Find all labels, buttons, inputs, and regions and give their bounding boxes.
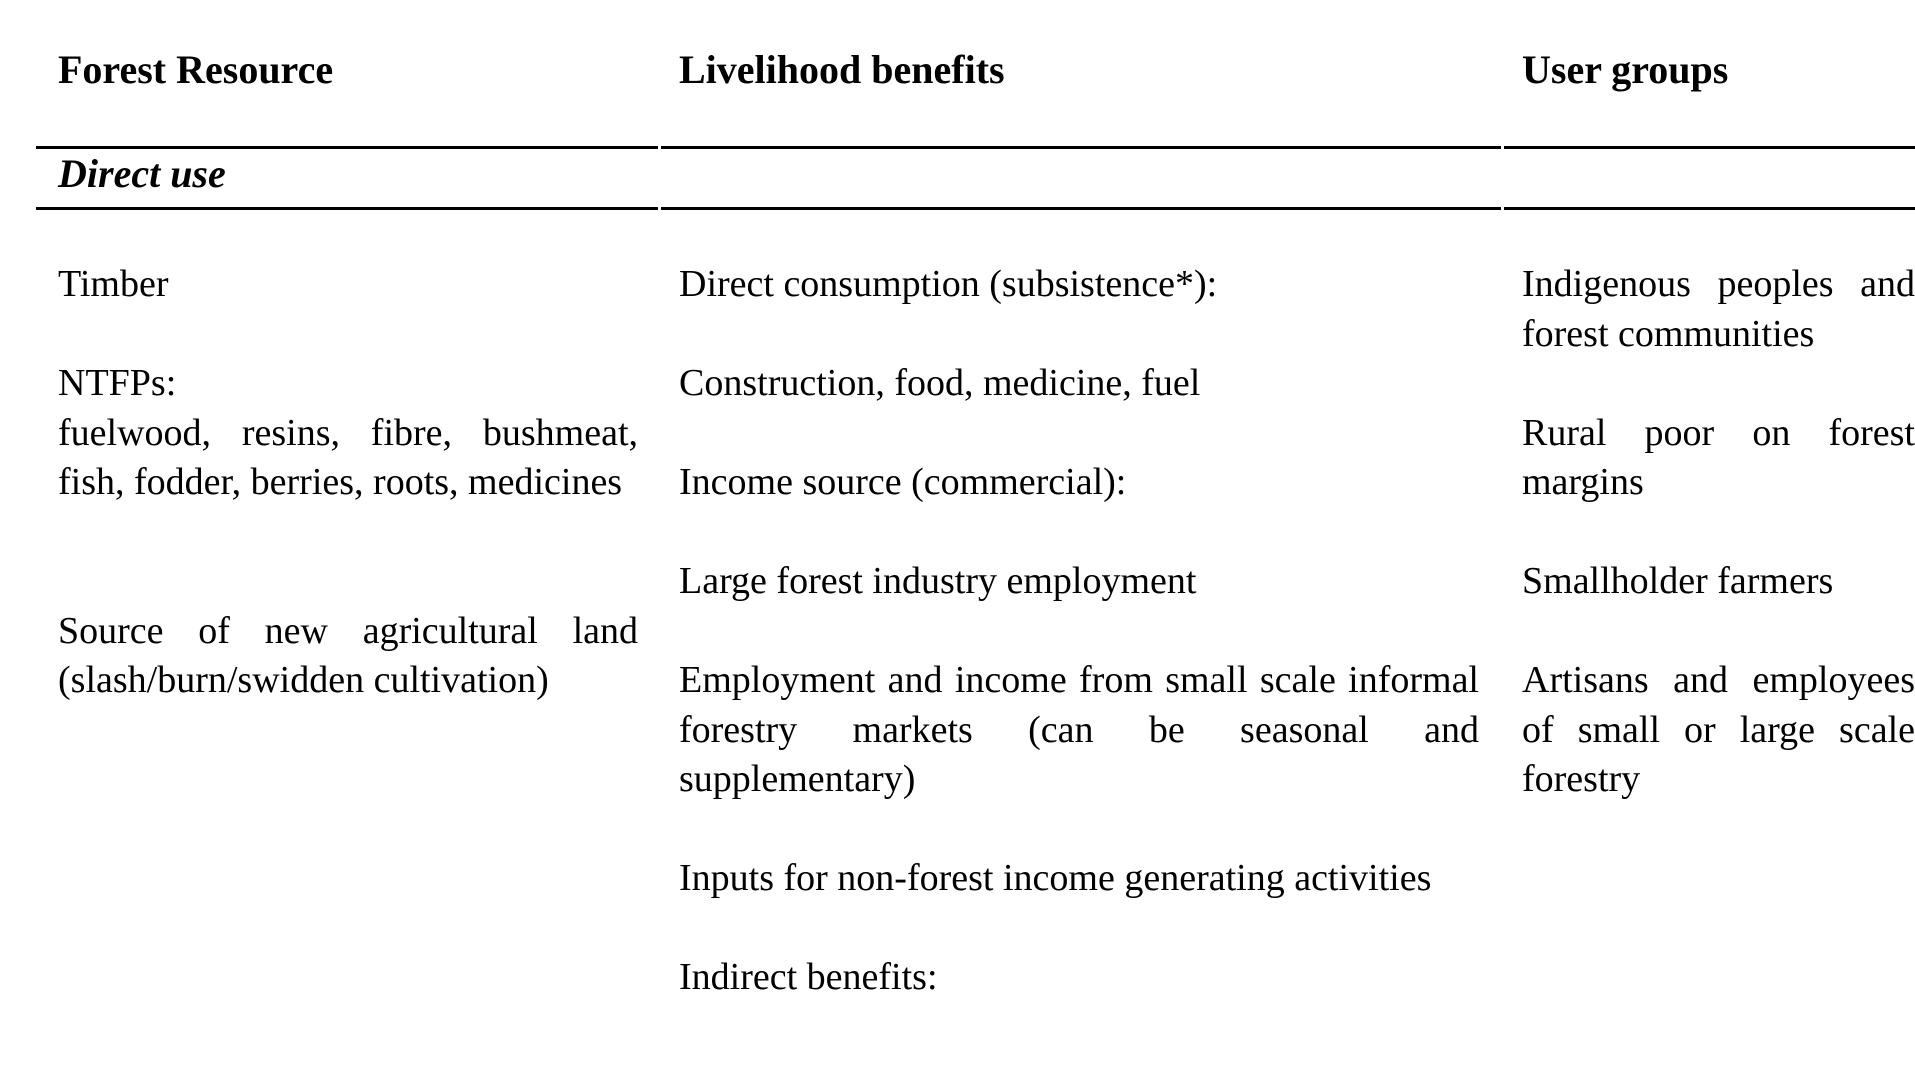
users-column	[1522, 260, 1915, 805]
header-livelihood-benefits: Livelihood benefits	[679, 47, 1005, 92]
resource-column	[58, 260, 638, 706]
section-direct-use: Direct use	[58, 151, 226, 196]
benefits-column	[679, 260, 1479, 1003]
user-indigenous: Indigenous peoples and forest communities	[1522, 263, 1915, 355]
section-rule-col1	[36, 207, 658, 210]
section-rule-col2	[661, 207, 1501, 210]
resource-agri-land: Source of new agricultural land (slash/burn/swidden cultivation)	[58, 609, 638, 701]
header-forest-resource: Forest Resource	[58, 47, 334, 92]
header-user-groups: User groups	[1522, 47, 1729, 92]
benefit-industry-employment: Large forest industry employment	[679, 560, 1197, 602]
header-rule-col1	[36, 146, 658, 149]
header-rule-col2	[661, 146, 1501, 149]
resource-ntfps-label: NTFPs:	[58, 362, 177, 404]
benefit-inputs: Inputs for non-forest income generating activities	[679, 857, 1432, 899]
benefit-income-source: Income source (commercial):	[679, 461, 1127, 503]
benefit-direct-consumption: Direct consumption (subsistence*):	[679, 263, 1218, 305]
header-rule-col3	[1504, 146, 1915, 149]
benefit-indirect: Indirect benefits:	[679, 956, 938, 998]
resource-timber: Timber	[58, 263, 169, 305]
user-rural-poor: Rural poor on forest margins	[1522, 411, 1915, 503]
user-artisans: Artisans and employees of small or large scale forestry	[1522, 659, 1915, 800]
user-smallholders: Smallholder farmers	[1522, 560, 1834, 602]
benefit-small-scale-income: Employment and income from small scale informal forestry markets (can be seasonal and supplementary)	[679, 659, 1479, 800]
benefit-construction: Construction, food, medicine, fuel	[679, 362, 1201, 404]
section-rule-col3	[1504, 207, 1915, 210]
resource-ntfps-list: fuelwood, resins, fibre, bushmeat, fish, fodder, berries, roots, medicines	[58, 411, 638, 503]
